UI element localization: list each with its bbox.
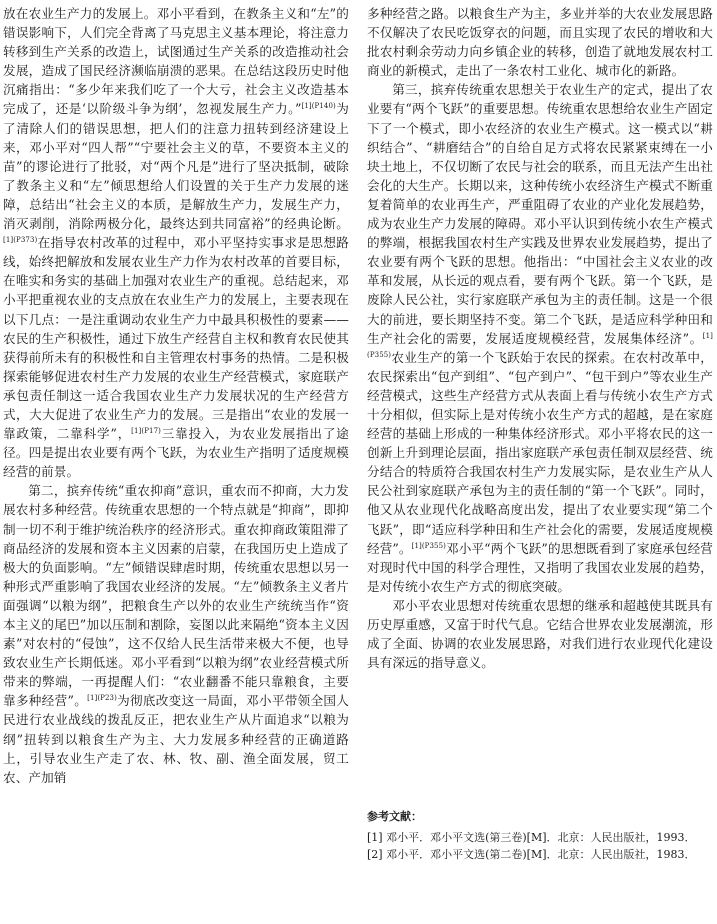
paragraph-text: 为彻底改变这一局面，邓小平带领全国人民进行农业战线的拨乱反正，把农业生产从片面追求“以粮为纲”扭转到以粮食生产为主、大力发展多种经营的正确道路上，引导农业生产走了农、林、牧、副、渔全面发展，贸工农、产加销: [3, 693, 349, 785]
paragraph-text: 三靠投入，为农业发展指出了途径。四是提出农业要有两个飞跃，为农业生产指明了适度规模经营的前景。: [3, 426, 349, 480]
left-column: [3, 4, 349, 787]
right-paragraph-3: [367, 596, 713, 672]
paragraph-text: 农业生产的第一个飞跃始于农民的探索。在农村改革中，农民探索出“包产到组”、“包产到户”、“包干到户”等农业生产经营模式，这些生产经营方式从表面上看与传统小农生产方式十分相似，但实际上是对传统小农生产方式的超越，是在家庭经营的基础上形成的一种集体经济形式。邓小平将农民的这一创新上升到理论层面，指出家庭联产承包责任制双层经营、统分结合的特质符合我国农村生产力发展实际，是农业生产从人民公社到家庭联产承包为主的责任制的“第一个飞跃”。同时，他又从农业现代化战略高度出发，提出了农业要实现“第二个飞跃”，即“适应科学种田和生产社会化的需要，发展适度规模经营”。: [367, 349, 713, 556]
citation-mark: [1](P355): [411, 541, 446, 550]
right-paragraph-2: [367, 80, 713, 596]
citation-mark: [1](P17): [131, 427, 161, 436]
paragraph-text: 多种经营之路。以粮食生产为主，多业并举的大农业发展思路不仅解决了农民吃饭穿衣的问题，而且实现了农民的增收和大批农村剩余劳动力向乡镇企业的转移，创造了就地发展农村工商业的新模式，走出了一条农村工业化、城市化的新路。: [367, 6, 713, 79]
reference-item: [1] 邓小平．邓小平文选(第三卷)[M]．北京：人民出版社，1993．: [367, 831, 696, 844]
paragraph-text: 邓小平“两个飞跃”的思想既看到了家庭承包经营对现时代中国的科学合理性，又指明了我国农业发展的趋势，是对传统小农生产方式的彻底突破。: [367, 540, 714, 594]
citation-mark: [1](P373): [3, 236, 38, 245]
citation-mark: [1](P23): [87, 694, 117, 703]
reference-item: [2] 邓小平．邓小平文选(第二卷)[M]．北京：人民出版社，1983．: [367, 848, 696, 861]
citation-mark: [1](P140): [301, 102, 336, 111]
citation-mark: [1](P355): [367, 331, 713, 359]
paragraph-text: 邓小平农业思想对传统重农思想的继承和超越使其既具有历史厚重感，又富于时代气息。它结合世界农业发展潮流，形成了全面、协调的农业发展思路，对我们进行农业现代化建设具有深远的指导意义。: [367, 597, 713, 671]
paragraph-text: 放在农业生产力的发展上。邓小平看到，在教条主义和“左”的错误影响下，人们完全背离了马克思主义基本理论，将注意力转移到生产关系的改造上，试图通过生产关系的改造推动社会发展，造成了国民经济濒临崩溃的恶果。在总结这段历史时他沉痛指出：“多少年来我们吃了一个大亏，社会主义改造基本完成了，还是‘以阶级斗争为纲’，忽视发展生产力。”: [3, 6, 349, 117]
right-paragraph-1: [367, 4, 713, 80]
paragraph-text: 第三，摈弃传统重农思想关于农业生产的定式，提出了农业要有“两个飞跃”的重要思想。传统重农思想给农业生产固定下了一个模式，即小农经济的农业生产模式。这一模式以“耕织结合”、“耕磨结合”的自给自足方式将农民紧紧束缚在一小块土地上，不仅切断了农民与社会的联系，而且无法产生出社会化的大生产。长期以来，这种传统小农经济生产模式不断重复着简单的农业再生产，严重阻碍了农业的产业化发展趋势，成为农业生产力发展的障碍。邓小平认识到传统小农生产模式的弊端，根据我国农村生产实践及世界农业发展趋势，提出了农业要有两个飞跃的思想。他指出：“中国社会主义农业的改革和发展，从长远的观点看，要有两个飞跃。第一个飞跃，是废除人民公社，实行家庭联产承包为主的责任制。这是一个很大的前进，要长期坚持不变。第二个飞跃，是适应科学种田和生产社会化的需要，发展适度规模经营，发展集体经济”。: [367, 82, 713, 346]
paragraph-text: 为了清除人们的错误思想，把人们的注意力扭转到经济建设上来，邓小平对“四人帮”“宁要社会主义的草，不要资本主义的苗”的谬论进行了批驳，对“两个凡是”进行了坚决抵制，破除了教条主义和“左”倾思想给人们设置的关于生产力发展的迷障，总结出“社会主义的本质，是解放生产力，发展生产力，消灭剥削，消除两极分化，最终达到共同富裕”的经典论断。: [3, 101, 349, 232]
paragraph-text: 第二，摈弃传统“重农抑商”意识，重农而不抑商，大力发展农村多种经营。传统重农思想的一个特点就是“抑商”，即抑制一切不利于维护统治秩序的经济形式。重农抑商政策阻滞了商品经济的发展和资本主义因素的启蒙，在我国历史上造成了极大的负面影响。“左”倾错误肆虐时期，传统重农思想以另一种形式严重影响了我国农业经济的发展。“左”倾教条主义者片面强调“以粮为纲”，把粮食生产以外的农业生产统统当作“资本主义的尾巴”加以压制和割除，妄图以此来隔绝“资本主义因素”对农村的“侵蚀”，这不仅给人民生活带来极大不便，也导致农业生产长期低迷。邓小平看到“以粮为纲”农业经营模式所带来的弊端，一再提醒人们：“农业翻番不能只靠粮食，主要靠多种经营”。: [3, 483, 349, 709]
right-column: [367, 4, 713, 672]
references-section: [367, 808, 713, 863]
paragraph-text: 在指导农村改革的过程中，邓小平坚持实事求是思想路线，始终把解放和发展农业生产力作为农村改革的首要目标，在唯实和务实的基础上加强对农业生产的重视。总结起来，邓小平把重视农业的支点放在农业生产力的发展上，主要表现在以下几点：一是注重调动农业生产力中最具积极性的要素——农民的生产积极性，通过下放生产经营自主权和教育农民使其获得前所未有的积极性和自主管理农村事务的热情。二是积极探索能够促进农村生产力发展的农业生产经营模式，家庭联产承包责任制这一适合我国农业生产力发展状况的生产经营方式，大大促进了农业生产力的发展。三是指出“农业的发展一靠政策，二靠科学”，: [3, 235, 349, 442]
references-title: 参考文献：: [367, 810, 422, 823]
left-paragraph-1: [3, 4, 349, 481]
left-paragraph-2: [3, 481, 349, 787]
